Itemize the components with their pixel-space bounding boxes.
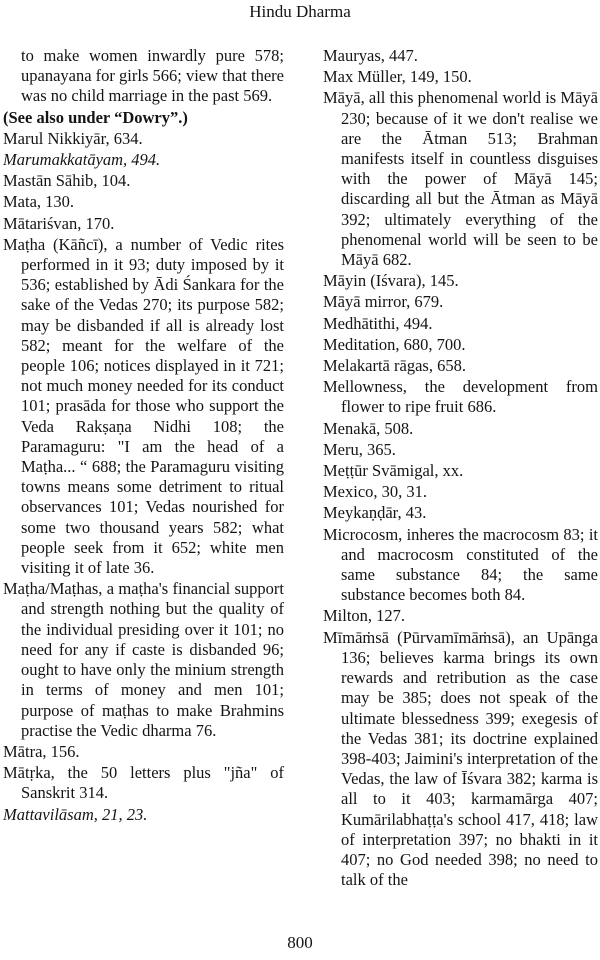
index-entry: Microcosm, inheres the macrocosm 83; it and macrocosm constituted of the same substance 84; the same substance becomes both 84. <box>323 524 598 605</box>
index-entry: Mata, 130. <box>3 192 75 212</box>
index-entry: Marumakkatāyam, 494. <box>3 150 161 170</box>
index-entry: Meditation, 680, 700. <box>323 334 466 354</box>
index-entry: Max Müller, 149, 150. <box>323 67 472 87</box>
index-entry: Meṭṭūr Svāmigal, xx. <box>323 461 464 481</box>
index-entry: Meru, 365. <box>323 439 396 459</box>
running-head: Hindu Dharma <box>249 2 351 21</box>
index-entry: Mattavilāsam, 21, 23. <box>3 804 148 824</box>
index-entry: Mexico, 30, 31. <box>323 482 428 502</box>
index-entry: Mātra, 156. <box>3 741 80 761</box>
index-entry: Mellowness, the development from flower to ripe fruit 686. <box>323 377 598 417</box>
index-entry: Mīmāṁsā (Pūrvamīmāṁsā), an Upānga 136; believes karma brings its own rewards and retribution as the case may be 385; does not speak of the ultimate blessedness 399; exegesis of the Vedas 381; its doctrine explained 398-403; Jaimini's interpretation of the Vedas, the law of Īśvara 382; karma is all to it 403; karmamārga 407; Kumārilabhaṭṭa's school 417, 418; law of interpretation 397; no bhakti in it 407; no God needed 398; no need to talk of the <box>323 627 598 890</box>
index-entry: to make women inwardly pure 578; upanayana for girls 566; view that there was no child marriage in the past 569. <box>21 46 284 106</box>
index-column-left <box>3 46 284 826</box>
index-entry: Mātariśvan, 170. <box>3 213 115 233</box>
index-entry: Menakā, 508. <box>323 418 414 438</box>
index-entry: Meykaṇḍār, 43. <box>323 503 427 523</box>
index-entry: Mastān Sāhib, 104. <box>3 171 131 191</box>
index-column-right <box>323 46 598 891</box>
index-entry: Marul Nikkiyār, 634. <box>3 128 143 148</box>
index-entry: Melakartā rāgas, 658. <box>323 356 466 376</box>
page-number: 800 <box>287 933 313 952</box>
index-entry: Milton, 127. <box>323 606 406 626</box>
index-entry: Maṭha/Maṭhas, a maṭha's financial support and strength nothing but the quality of the individual presiding over it 101; no need for any if caste is disbanded 96; ought to have only the minium strength in terms of money and men 101; purpose of maṭhas to make Brahmins practise the Vedic dharma 76. <box>3 579 284 740</box>
index-entry: Medhātithi, 494. <box>323 313 433 333</box>
index-entry: Maṭha (Kāñcī), a number of Vedic rites performed in it 93; duty imposed by it 536; established by Ādi Śankara for the sake of the Vedas 270; its purpose 582; may be disbanded if all is already lost 582; meant for the welfare of the people 106; notices displayed in it 721; not much money needed for its conduct 101; prasāda for those who support the Veda Rakṣaṇa Nidhi 108; the Paramaguru: "I am the head of a Maṭha... “ 688; the Paramaguru visiting towns means some detriment to ritual observances 101; Vedas nourished for some two thousand years 582; what people seek from it 652; white men visiting it of late 36. <box>3 234 284 578</box>
index-entry: (See also under “Dowry”.) <box>3 107 188 127</box>
index-entry: Mātṛka, the 50 letters plus "jña" of Sanskrit 314. <box>3 763 284 803</box>
index-entry: Māyā mirror, 679. <box>323 292 444 312</box>
index-entry: Mauryas, 447. <box>323 46 418 65</box>
index-entry: Māyin (Iśvara), 145. <box>323 271 459 291</box>
index-entry: Māyā, all this phenomenal world is Māyā 230; because of it we don't realise we are the Ātman 513; Brahman manifests itself in countless disguises with the power of Māyā 145; discarding all but the Ātman as Māyā 392; ultimately everything of the phenomenal world will be seen to be Māyā 682. <box>323 88 598 270</box>
